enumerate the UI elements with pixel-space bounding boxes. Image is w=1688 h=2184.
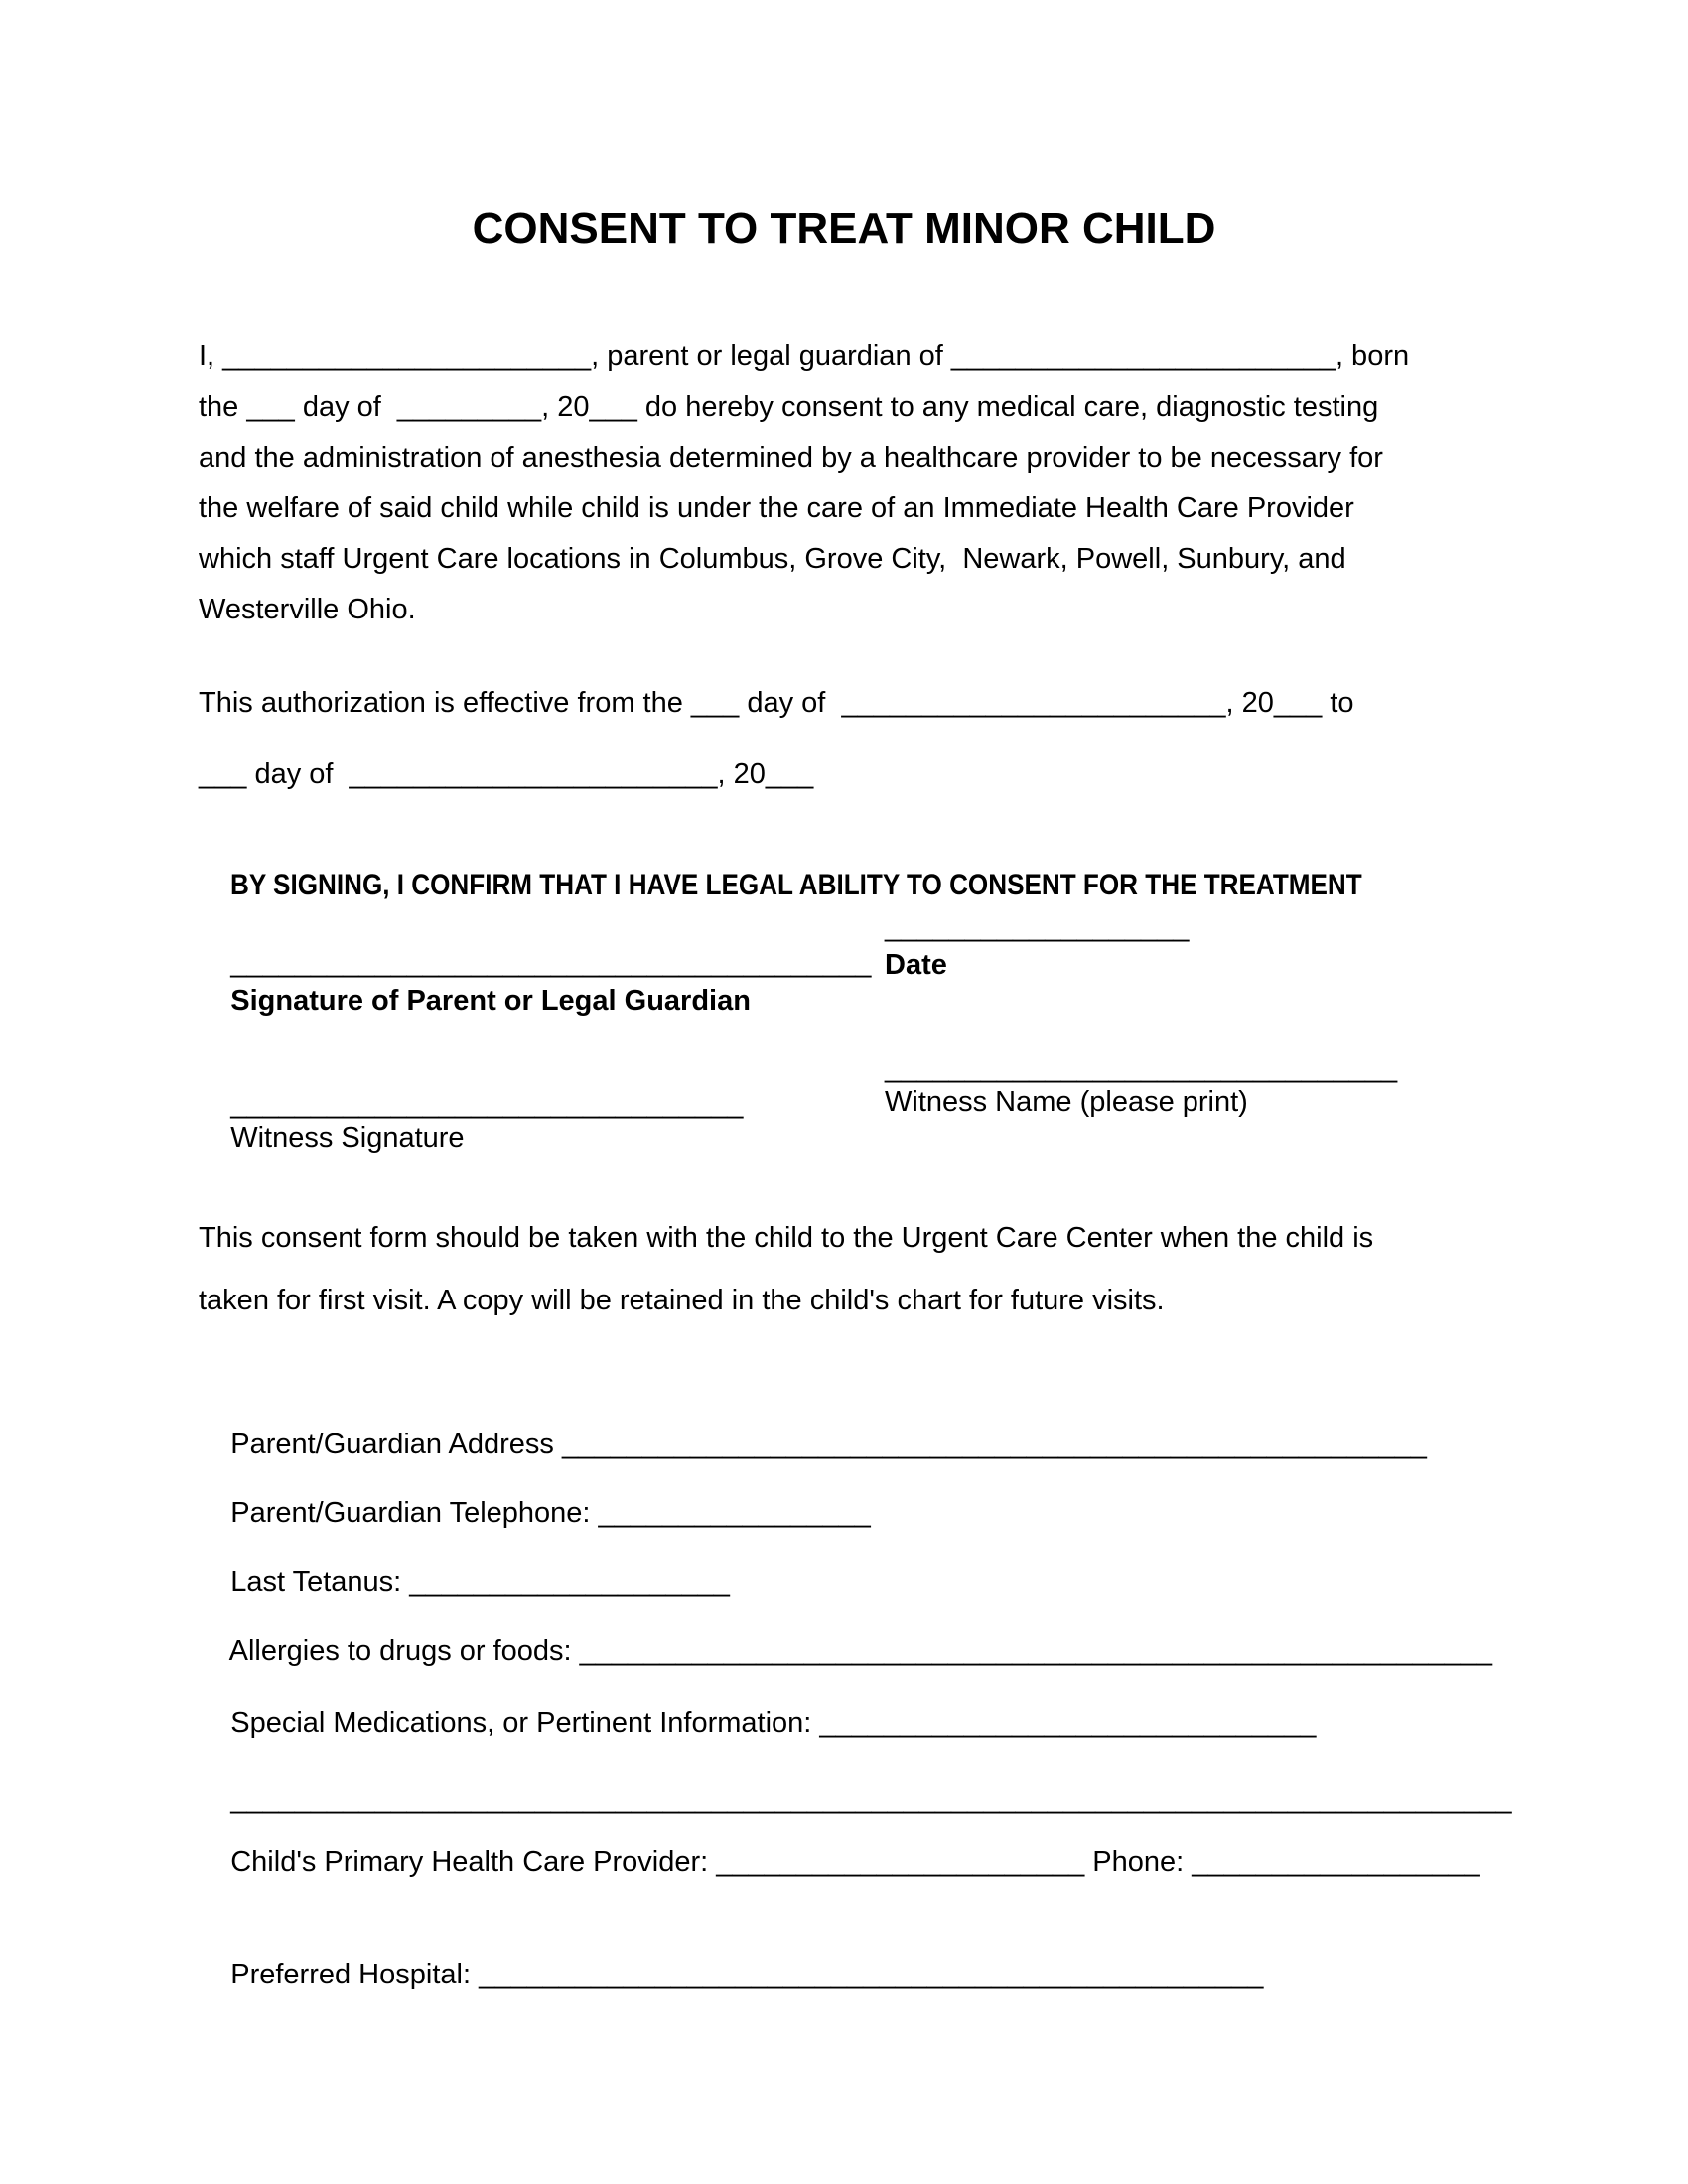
field-preferred-hospital [199, 1921, 1609, 2028]
intro-line: and the administration of anesthesia determined by a healthcare provider to be necessary for [199, 442, 1383, 474]
authorization-paragraph [199, 667, 1354, 810]
date-blank[interactable]: ___________________ [885, 911, 1190, 943]
telephone-label: Parent/Guardian Telephone: [230, 1497, 599, 1529]
medications-blank[interactable]: _______________________________ [819, 1707, 1317, 1739]
allergies-blank[interactable]: _________________________________________________________ [579, 1635, 1492, 1667]
address-blank[interactable]: ______________________________________________________ [561, 1429, 1427, 1460]
provider-blank[interactable]: _______________________ [716, 1846, 1085, 1878]
note-line: This consent form should be taken with the child to the Urgent Care Center when the child is [199, 1222, 1374, 1254]
date-label: Date [885, 949, 947, 981]
tetanus-blank[interactable]: ____________________ [409, 1567, 730, 1598]
hospital-blank[interactable]: _________________________________________________ [479, 1959, 1264, 1990]
intro-line: the ___ day of _________, 20___ do hereby consent to any medical care, diagnostic testing [199, 391, 1379, 423]
phone-blank[interactable]: __________________ [1192, 1846, 1480, 1878]
provider-label: Child's Primary Health Care Provider: [230, 1846, 717, 1878]
page-title: CONSENT TO TREAT MINOR CHILD [472, 205, 1216, 253]
telephone-blank[interactable]: _________________ [598, 1497, 871, 1529]
intro-line: which staff Urgent Care locations in Columbus, Grove City, Newark, Powell, Sunbury, and [199, 543, 1346, 575]
intro-paragraph [199, 332, 1409, 635]
authorization-line: ___ day of _______________________, 20___ [199, 758, 814, 790]
tetanus-label: Last Tetanus: [230, 1567, 410, 1598]
witness-name-blank[interactable]: ________________________________ [885, 1052, 1398, 1084]
continuation-blank[interactable]: ________________________________________________________________________________ [230, 1783, 1512, 1815]
authorization-line: This authorization is effective from the ___ day of ________________________, 20___ to [199, 687, 1354, 719]
witness-signature-blank[interactable]: ________________________________ [230, 1088, 744, 1120]
note-line: taken for first visit. A copy will be retained in the child's chart for future visits. [199, 1285, 1165, 1316]
witness-labels-row [199, 1084, 1609, 1227]
parent-signature-label: Signature of Parent or Legal Guardian [230, 985, 751, 1017]
signing-statement: BY SIGNING, I CONFIRM THAT I HAVE LEGAL ABILITY TO CONSENT FOR THE TREATMENT [230, 869, 1362, 901]
intro-line: the welfare of said child while child is under the care of an Immediate Health Care Provider [199, 492, 1354, 524]
allergies-label: Allergies to drugs or foods: [228, 1635, 580, 1667]
witness-signature-label: Witness Signature [230, 1122, 465, 1154]
medications-label: Special Medications, or Pertinent Information: [230, 1707, 820, 1739]
phone-label: Phone: [1084, 1846, 1193, 1878]
note-paragraph [199, 1207, 1373, 1332]
field-primary-provider [199, 1809, 1609, 1916]
intro-line: I, _______________________, parent or legal guardian of ________________________, born [199, 341, 1410, 372]
hospital-label: Preferred Hospital: [230, 1959, 480, 1990]
address-label: Parent/Guardian Address [230, 1429, 562, 1460]
witness-name-label: Witness Name (please print) [885, 1086, 1248, 1118]
intro-line: Westerville Ohio. [199, 594, 416, 625]
parent-signature-blank[interactable]: ________________________________________ [230, 947, 872, 979]
